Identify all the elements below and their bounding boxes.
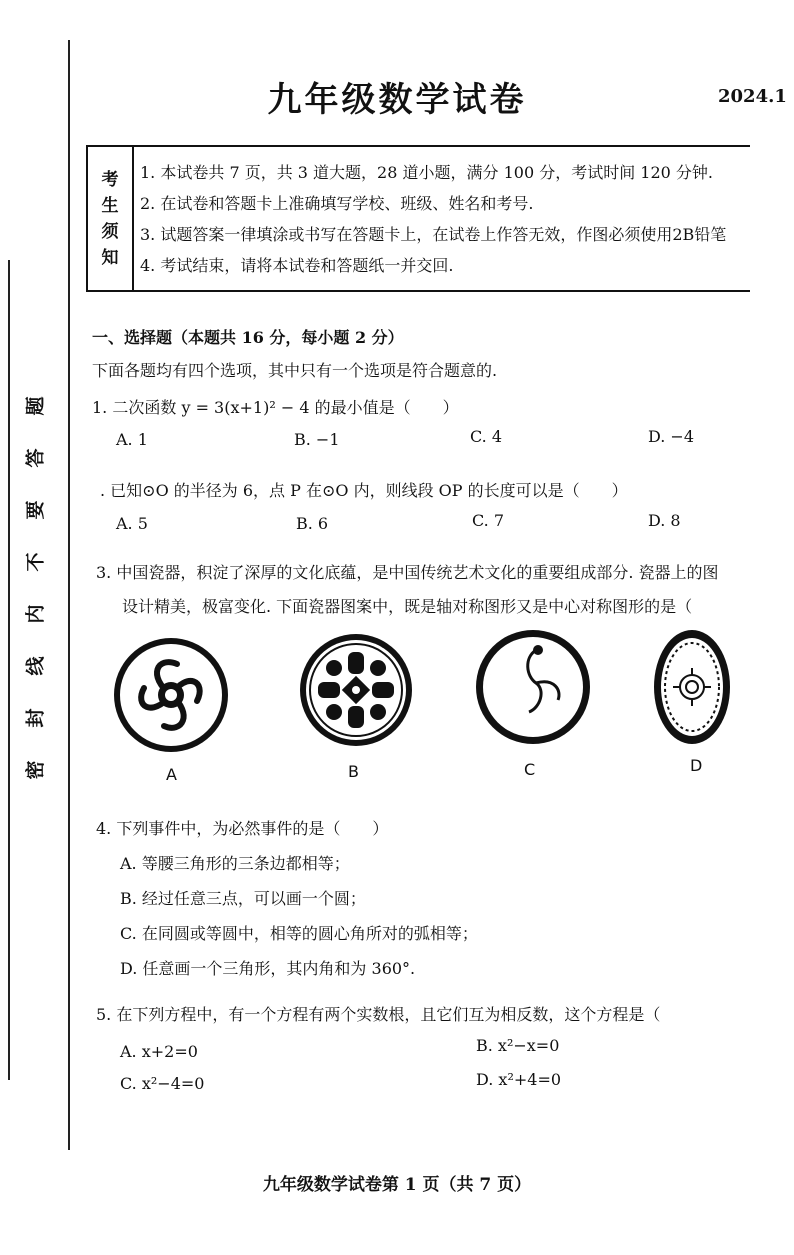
page-title: 九年级数学试卷 — [267, 80, 527, 120]
binding-line-inner — [68, 40, 70, 1150]
q2-option-b: B. 6 — [296, 514, 329, 533]
notice-items — [140, 157, 750, 281]
porcelain-figure-b — [298, 632, 414, 748]
q5-option-c: C. x²−4=0 — [120, 1074, 205, 1093]
seal-char: 线 — [24, 656, 47, 676]
seal-char: 封 — [24, 708, 47, 728]
seal-char: 要 — [24, 500, 47, 520]
seal-char: 密 — [24, 760, 47, 780]
question-3-stem-line1: 3. 中国瓷器，积淀了深厚的文化底蕴，是中国传统艺术文化的重要组成部分. 瓷器上的图 — [96, 563, 719, 582]
q1-option-b: B. −1 — [294, 430, 340, 449]
notice-item: 4. 考试结束，请将本试卷和答题纸一并交回. — [140, 256, 454, 275]
notice-label-char: 考 — [101, 169, 119, 190]
notice-label — [88, 147, 134, 290]
porcelain-figure-c — [474, 628, 592, 746]
figure-b-label: B — [348, 762, 359, 781]
q4-option-b: B. 经过任意三点，可以画一个圆； — [120, 889, 366, 908]
notice-item: 3. 试题答案一律填涂或书写在答题卡上，在试卷上作答无效，作图必须使用2B铅笔 — [140, 225, 727, 244]
notice-label-char: 生 — [101, 195, 119, 216]
q1-option-c: C. 4 — [470, 427, 503, 446]
q5-option-d: D. x²+4=0 — [476, 1070, 562, 1089]
question-2-stem: . 已知⊙O 的半径为 6，点 P 在⊙O 内，则线段 OP 的长度可以是（ ） — [100, 481, 628, 500]
q2-option-c: C. 7 — [472, 511, 505, 530]
figure-c-label: C — [524, 760, 536, 779]
candidate-notice-box — [86, 145, 750, 292]
notice-item: 1. 本试卷共 7 页，共 3 道大题，28 道小题，满分 100 分，考试时间 120 分钟. — [140, 163, 714, 182]
seal-char: 不 — [24, 552, 47, 572]
q4-option-c: C. 在同圆或等圆中，相等的圆心角所对的弧相等； — [120, 924, 478, 943]
page-footer: 九年级数学试卷第 1 页（共 7 页） — [262, 1175, 532, 1195]
q4-option-d: D. 任意画一个三角形，其内角和为 360°. — [120, 959, 416, 978]
seal-line-text — [18, 380, 54, 796]
question-1-stem: 1. 二次函数 y = 3(x+1)² − 4 的最小值是（ ） — [92, 398, 459, 417]
seal-char: 题 — [24, 396, 47, 416]
q2-option-a: A. 5 — [116, 514, 148, 533]
figure-d-label: D — [690, 756, 703, 775]
question-3-stem-line2: 设计精美，极富变化. 下面瓷器图案中，既是轴对称图形又是中心对称图形的是（ — [122, 597, 693, 616]
notice-label-char: 知 — [101, 247, 119, 268]
section-heading: 一、选择题（本题共 16 分，每小题 2 分） — [92, 328, 404, 347]
seal-char: 内 — [24, 604, 47, 624]
question-5-stem: 5. 在下列方程中，有一个方程有两个实数根，且它们互为相反数，这个方程是（ — [96, 1005, 661, 1024]
figure-a-label: A — [166, 765, 177, 784]
q5-option-a: A. x+2=0 — [120, 1042, 198, 1061]
question-4-stem: 4. 下列事件中，为必然事件的是（ ） — [96, 819, 389, 838]
porcelain-figure-a — [112, 636, 230, 754]
q2-option-d: D. 8 — [648, 511, 681, 530]
q1-option-d: D. −4 — [648, 427, 695, 446]
notice-item: 2. 在试卷和答题卡上准确填写学校、班级、姓名和考号. — [140, 194, 534, 213]
section-intro: 下面各题均有四个选项，其中只有一个选项是符合题意的. — [92, 361, 498, 380]
q1-option-a: A. 1 — [116, 430, 148, 449]
q4-option-a: A. 等腰三角形的三条边都相等； — [120, 854, 350, 873]
q5-option-b: B. x²−x=0 — [476, 1036, 560, 1055]
exam-date: 2024.1 — [718, 86, 787, 107]
notice-label-char: 须 — [101, 221, 119, 242]
porcelain-figure-d — [652, 628, 732, 746]
seal-char: 答 — [24, 448, 47, 468]
